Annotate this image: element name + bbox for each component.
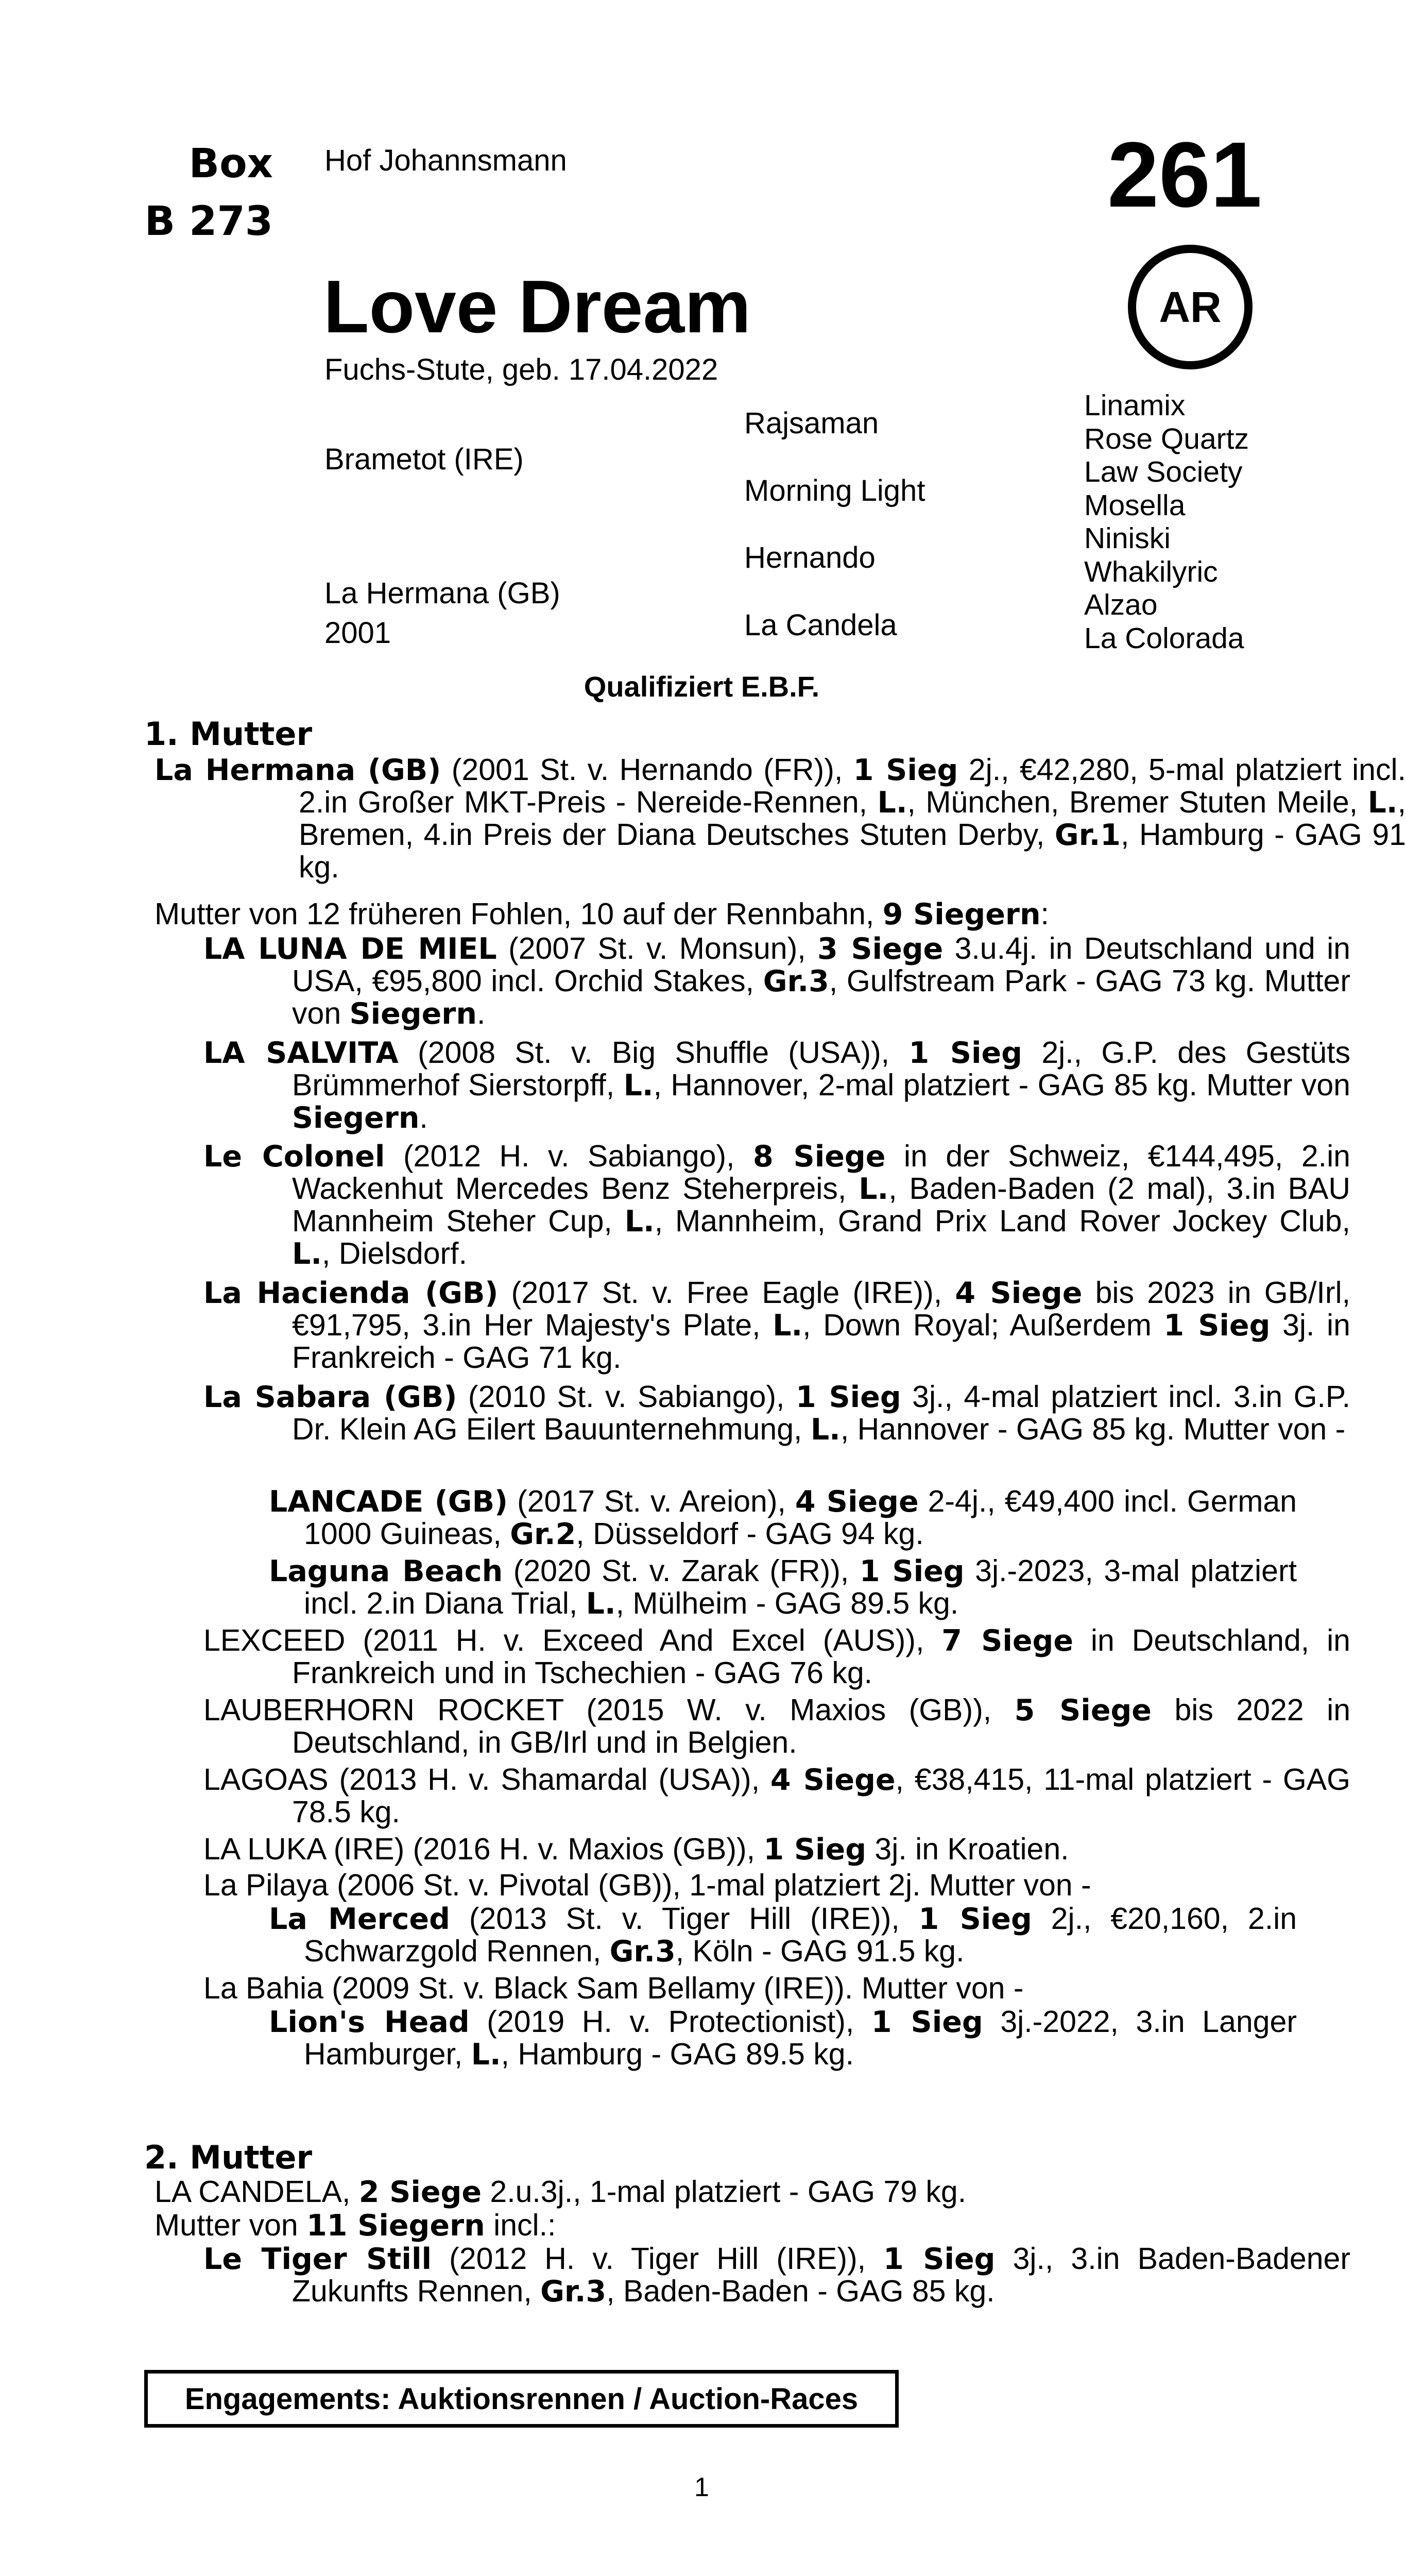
pedigree-grandparent: Hernando: [744, 541, 876, 574]
pedigree-sire: Brametot (IRE): [324, 443, 524, 476]
produce-text: (2017 St. v. Free Eagle (IRE)),: [498, 1276, 955, 1310]
dam-text: (2001 St. v. Hernando (FR)),: [441, 753, 853, 787]
produce-wins: 1 Sieg: [918, 1902, 1032, 1936]
produce-entry: [203, 1381, 1350, 1446]
pedigree-great-grandparent: Mosella: [1084, 489, 1186, 522]
produce-text: 3j., 3.in Baden-Badener Zukunfts Rennen,: [292, 2242, 1350, 2308]
box-number: B 273: [144, 198, 273, 245]
listed-marker: L.: [810, 1413, 841, 1447]
produce-text: , Mülheim - GAG 89.5 kg.: [615, 1586, 959, 1620]
produce-entry: [203, 1694, 1350, 1758]
produce-text: La Bahia (2009 St. v. Black Sam Bellamy (IRE)). Mutter von -: [203, 1971, 1024, 2005]
pedigree-great-grandparent: Alzao: [1084, 588, 1158, 621]
produce-text: bis 2022 in Deutschland, in GB/Irl und in Belgien.: [292, 1693, 1351, 1759]
first-dam-record: [155, 754, 1406, 883]
produce-text: , Hannover, 2-mal platziert - GAG 85 kg. Mutter von: [653, 1068, 1350, 1102]
produce-entry: [203, 1140, 1350, 1270]
pedigree-dam-year: 2001: [324, 616, 391, 650]
produce-text: , Baden-Baden (2 mal), 3.in BAU Mannheim Steher Cup,: [292, 1172, 1350, 1238]
produce-entry: [203, 1037, 1350, 1134]
produce-entry: [203, 1972, 1350, 2004]
produce-winners: Siegern: [349, 997, 477, 1031]
second-dam-produce-intro: [155, 2209, 1262, 2242]
produce-text: 3.u.4j. in Deutschland und in USA, €95,800 incl. Orchid Stakes,: [292, 931, 1350, 998]
produce-text: (2017 St. v. Areion),: [508, 1484, 795, 1518]
listed-marker: L.: [623, 1069, 654, 1103]
dam-name: La Hermana (GB): [155, 753, 441, 787]
produce-text: , Hamburg - GAG 89.5 kg.: [501, 2037, 854, 2071]
produce-text: (2010 St. v. Sabiango),: [457, 1380, 796, 1414]
produce-text: , Down Royal; Außerdem: [802, 1308, 1164, 1342]
produce-name: La Hacienda (GB): [203, 1276, 499, 1310]
produce-wins: 1 Sieg: [908, 1036, 1022, 1070]
produce-wins: 4 Siege: [955, 1276, 1083, 1310]
produce-wins: 8 Siege: [753, 1140, 886, 1174]
produce-text: , Hannover - GAG 85 kg. Mutter von -: [840, 1412, 1346, 1446]
pedigree-great-grandparent: Linamix: [1084, 389, 1186, 422]
pedigree-great-grandparent: Law Society: [1084, 455, 1243, 488]
produce-wins: 1 Sieg: [763, 1833, 867, 1867]
produce-text: 2j., G.P. des Gestüts Brümmerhof Sierstorpff,: [292, 1036, 1351, 1102]
produce-wins: 1 Sieg: [883, 2242, 996, 2276]
produce-text: , Gulfstream Park - GAG 73 kg. Mutter von: [292, 964, 1350, 1030]
produce-entry: [203, 2243, 1350, 2308]
horse-description: Fuchs-Stute, geb. 17.04.2022: [324, 353, 718, 386]
listed-marker: L.: [859, 1172, 889, 1206]
produce-text: 2-4j., €49,400 incl. German 1000 Guineas,: [304, 1484, 1297, 1551]
second-dam-text: LA CANDELA,: [155, 2175, 359, 2209]
lot-number: 261: [1107, 123, 1262, 227]
produce-text: , Baden-Baden - GAG 85 kg.: [606, 2274, 995, 2308]
second-dam-text: 2.u.3j., 1-mal platziert - GAG 79 kg.: [482, 2175, 967, 2209]
produce-name: LANCADE (GB): [269, 1485, 508, 1519]
produce-text: LA LUKA (IRE) (2016 H. v. Maxios (GB)),: [203, 1832, 764, 1866]
pedigree-great-grandparent: Whakilyric: [1084, 555, 1218, 588]
produce-intro: [155, 898, 1262, 930]
produce-name: LA LUNA DE MIEL: [203, 932, 497, 966]
produce-wins: 4 Siege: [770, 1763, 896, 1797]
produce-text: LAGOAS (2013 H. v. Shamardal (USA)),: [203, 1762, 770, 1797]
produce-name: Le Tiger Still: [203, 2242, 432, 2276]
listed-marker: L.: [877, 786, 907, 820]
pedigree-dam: La Hermana (GB): [324, 577, 560, 610]
second-dam-text: incl.:: [485, 2208, 556, 2242]
group-marker: Gr.2: [510, 1517, 576, 1551]
pedigree-great-grandparent: Niniski: [1084, 522, 1171, 555]
produce-entry: [269, 2006, 1297, 2071]
produce-wins: 1 Sieg: [859, 1554, 965, 1588]
pedigree-great-grandparent: La Colorada: [1084, 622, 1244, 655]
second-dam-winners: 11 Siegern: [306, 2209, 485, 2243]
produce-text: .: [476, 996, 486, 1030]
produce-colon: :: [1040, 897, 1049, 931]
produce-text: .: [419, 1100, 428, 1134]
produce-text: , Dielsdorf.: [321, 1236, 467, 1270]
dam-text: 2j., €42,280, 5-mal platziert incl. 2.in Großer MKT-Preis - Nereide-Rennen,: [299, 753, 1406, 819]
produce-intro-text: Mutter von 12 früheren Fohlen, 10 auf der Rennbahn,: [155, 897, 883, 931]
owner-name: Hof Johannsmann: [324, 144, 567, 177]
produce-text: (2013 St. v. Tiger Hill (IRE)),: [450, 1902, 919, 1936]
produce-name: LA SALVITA: [203, 1036, 399, 1070]
produce-wins: 1 Sieg: [1163, 1309, 1271, 1343]
pedigree-great-grandparent: Rose Quartz: [1084, 422, 1249, 455]
produce-text: LEXCEED (2011 H. v. Exceed And Excel (AUS)),: [203, 1623, 942, 1657]
produce-name: La Sabara (GB): [203, 1380, 457, 1414]
listed-marker: L.: [292, 1237, 322, 1271]
produce-text: 3j.-2023, 3-mal platziert incl. 2.in Diana Trial,: [304, 1554, 1297, 1620]
produce-text: , Mannheim, Grand Prix Land Rover Jockey Club,: [654, 1204, 1350, 1238]
produce-entry: [269, 1485, 1297, 1550]
produce-text: , Köln - GAG 91.5 kg.: [675, 1934, 965, 1968]
horse-name: Love Dream: [323, 265, 751, 348]
produce-text: (2012 H. v. Tiger Hill (IRE)),: [432, 2242, 884, 2276]
ar-badge-icon: [1128, 245, 1253, 369]
listed-marker: L.: [624, 1205, 655, 1239]
ar-badge-text: AR: [1159, 282, 1222, 331]
produce-name: La Merced: [269, 1902, 450, 1936]
produce-entry: [203, 1869, 1350, 1901]
produce-wins: 1 Sieg: [795, 1380, 901, 1414]
produce-name: Laguna Beach: [269, 1554, 503, 1588]
group-marker: Gr.3: [540, 2275, 607, 2309]
produce-entry: [203, 1277, 1350, 1374]
produce-winners: Siegern: [292, 1101, 420, 1135]
produce-text: , €38,415, 11-mal platziert - GAG 78.5 kg.: [292, 1762, 1350, 1829]
produce-text: 3j. in Frankreich - GAG 71 kg.: [292, 1308, 1350, 1375]
engagements-text: Engagements: Auktionsrennen / Auction-Races: [184, 2382, 859, 2416]
first-dam-heading: 1. Mutter: [144, 715, 313, 753]
page-number: 1: [694, 2472, 709, 2502]
second-dam-text: Mutter von: [155, 2208, 307, 2242]
dam-text: , München, Bremer Stuten Meile,: [907, 785, 1368, 819]
produce-wins: 5 Siege: [1014, 1693, 1152, 1727]
produce-entry: [203, 1764, 1350, 1828]
produce-wins: 3 Siege: [817, 932, 944, 966]
produce-text: LAUBERHORN ROCKET (2015 W. v. Maxios (GB)),: [203, 1693, 1015, 1727]
dam-text: , Hamburg - GAG 91 kg.: [299, 818, 1406, 884]
produce-text: in der Schweiz, €144,495, 2.in Wackenhut Mercedes Benz Steherpreis,: [292, 1139, 1350, 1206]
produce-text: (2020 St. v. Zarak (FR)),: [503, 1554, 860, 1588]
engagements-box: [144, 2370, 899, 2428]
produce-entry: [203, 1624, 1350, 1689]
group-marker: Gr.3: [763, 964, 829, 998]
listed-marker: L.: [1367, 786, 1398, 820]
second-dam-record: [155, 2176, 1262, 2208]
produce-entry: [269, 1555, 1297, 1620]
produce-text: 2j., €20,160, 2.in Schwarzgold Rennen,: [304, 1902, 1297, 1968]
box-label-text: Box: [188, 141, 273, 187]
produce-wins: 1 Sieg: [871, 2005, 983, 2039]
second-dam-heading: 2. Mutter: [144, 2139, 313, 2176]
produce-entry: [203, 1833, 1350, 1866]
qualification-note: Qualifiziert E.B.F.: [584, 670, 820, 703]
produce-text: (2012 H. v. Sabiango),: [385, 1139, 753, 1173]
produce-wins: 4 Siege: [795, 1485, 919, 1519]
listed-marker: L.: [773, 1309, 803, 1343]
pedigree-grandparent: La Candela: [744, 608, 897, 642]
produce-text: bis 2023 in GB/Irl, €91,795, 3.in Her Majesty's Plate,: [292, 1276, 1350, 1342]
produce-text: (2019 H. v. Protectionist),: [469, 2005, 871, 2039]
produce-text: La Pilaya (2006 St. v. Pivotal (GB)), 1-mal platziert 2j. Mutter von -: [203, 1868, 1091, 1902]
produce-name: Le Colonel: [203, 1140, 385, 1174]
produce-name: Lion's Head: [269, 2005, 470, 2039]
dam-wins: 1 Sieg: [853, 753, 958, 787]
group-marker: Gr.3: [609, 1935, 676, 1969]
produce-text: , Düsseldorf - GAG 94 kg.: [576, 1517, 924, 1551]
produce-text: (2008 St. v. Big Shuffle (USA)),: [398, 1036, 909, 1070]
listed-marker: L.: [471, 2038, 501, 2072]
pedigree-grandparent: Rajsaman: [744, 406, 879, 440]
produce-text: in Deutschland, in Frankreich und in Tschechien - GAG 76 kg.: [292, 1623, 1350, 1690]
dam-text: , Bremen, 4.in Preis der Diana Deutsches Stuten Derby,: [299, 785, 1406, 852]
listed-marker: L.: [586, 1587, 616, 1621]
produce-entry: [203, 933, 1350, 1030]
produce-text: (2007 St. v. Monsun),: [496, 931, 818, 965]
pedigree-grandparent: Morning Light: [744, 474, 925, 507]
produce-wins: 7 Siege: [941, 1624, 1074, 1658]
produce-text: 3j.-2022, 3.in Langer Hamburger,: [304, 2005, 1297, 2071]
box-label: [134, 135, 273, 250]
group-marker: Gr.1: [1054, 818, 1121, 852]
produce-text: 3j. in Kroatien.: [866, 1832, 1069, 1866]
produce-winners: 9 Siegern: [882, 897, 1041, 931]
second-dam-wins: 2 Siege: [358, 2175, 482, 2209]
produce-text: 3j., 4-mal platziert incl. 3.in G.P. Dr. Klein AG Eilert Bauunternehmung,: [292, 1380, 1351, 1446]
produce-entry: [269, 1903, 1297, 1968]
